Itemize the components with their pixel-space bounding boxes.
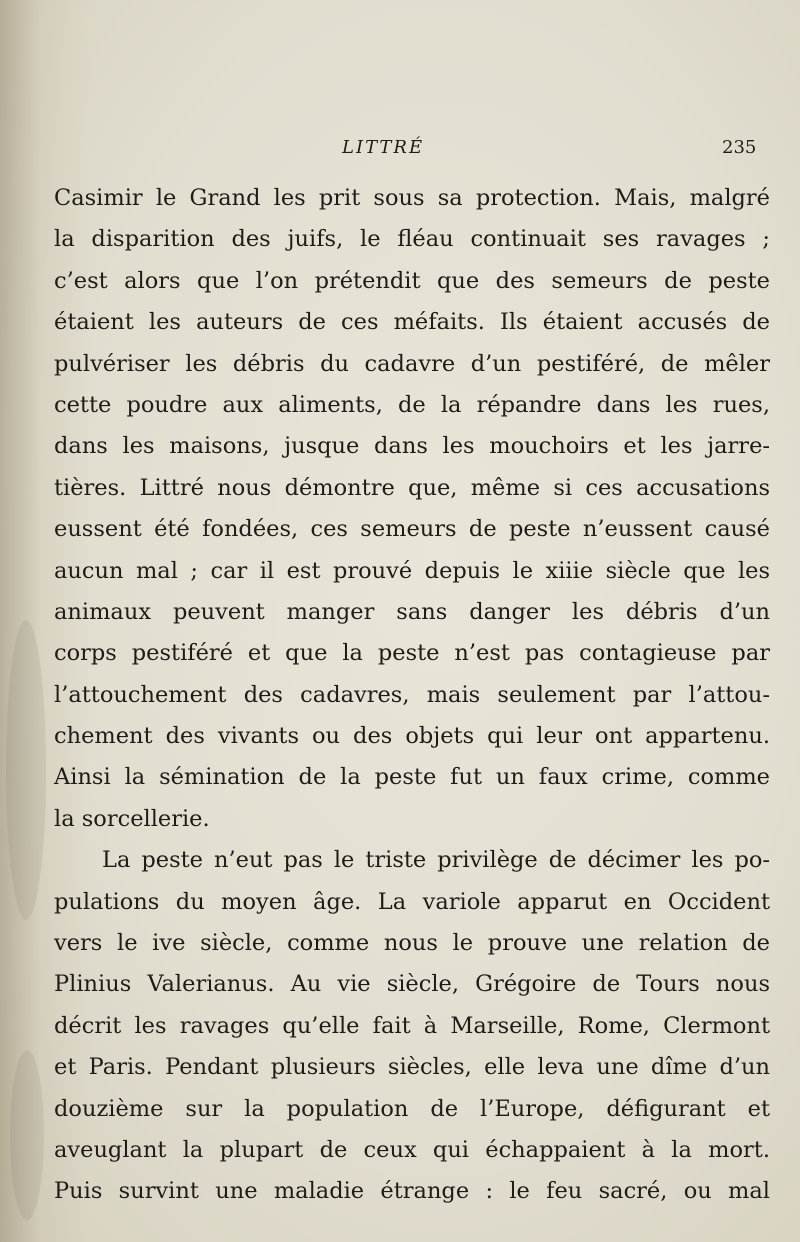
text-line: étaient les auteurs de ces méfaits. Ils étaient accusés de — [54, 309, 770, 336]
text-line: douzième sur la population de l’Europe, défigurant et — [54, 1095, 770, 1122]
paper-stain — [10, 1050, 44, 1220]
text-line: l’attouchement des cadavres, mais seulement par l’attou- — [54, 681, 770, 708]
text-line: pulations du moyen âge. La variole apparut en Occident — [54, 888, 770, 915]
text-line: La peste n’eut pas le triste privilège de décimer les po- — [102, 847, 770, 874]
text-line: la sorcellerie. — [54, 805, 210, 832]
page-number: 235 — [722, 137, 757, 158]
text-line: Plinius Valerianus. Au vie siècle, Grégoire de Tours nous — [54, 971, 770, 998]
text-line: cette poudre aux aliments, de la répandre dans les rues, — [54, 391, 770, 418]
text-line: tières. Littré nous démontre que, même si ces accusations — [54, 474, 770, 501]
text-line: pulvériser les débris du cadavre d’un pestiféré, de mêler — [54, 350, 770, 377]
text-line: aveuglant la plupart de ceux qui échappaient à la mort. — [54, 1136, 770, 1163]
text-line: c’est alors que l’on prétendit que des semeurs de peste — [54, 267, 770, 294]
paper-stain — [6, 620, 46, 920]
text-line: dans les maisons, jusque dans les mouchoirs et les jarre- — [54, 433, 770, 460]
text-line: corps pestiféré et que la peste n’est pas contagieuse par — [54, 640, 770, 667]
text-line: aucun mal ; car il est prouvé depuis le xiiie siècle que les — [54, 557, 770, 584]
page-header — [0, 137, 800, 167]
text-line: et Paris. Pendant plusieurs siècles, elle leva une dîme d’un — [54, 1054, 770, 1081]
body-text — [54, 178, 770, 1213]
running-title: LITTRÉ — [342, 137, 425, 158]
text-line: Casimir le Grand les prit sous sa protection. Mais, malgré — [54, 185, 770, 211]
text-line: Puis survint une maladie étrange : le feu sacré, ou mal — [54, 1178, 770, 1205]
text-line: décrit les ravages qu’elle fait à Marseille, Rome, Clermont — [54, 1012, 770, 1039]
text-line: Ainsi la sémination de la peste fut un faux crime, comme — [54, 764, 770, 791]
text-line: vers le ive siècle, comme nous le prouve une relation de — [54, 930, 770, 957]
text-line: la disparition des juifs, le fléau continuait ses ravages ; — [54, 226, 770, 253]
text-line: chement des vivants ou des objets qui leur ont appartenu. — [54, 723, 770, 750]
text-line: animaux peuvent manger sans danger les débris d’un — [54, 598, 770, 625]
text-line: eussent été fondées, ces semeurs de peste n’eussent causé — [54, 516, 770, 543]
